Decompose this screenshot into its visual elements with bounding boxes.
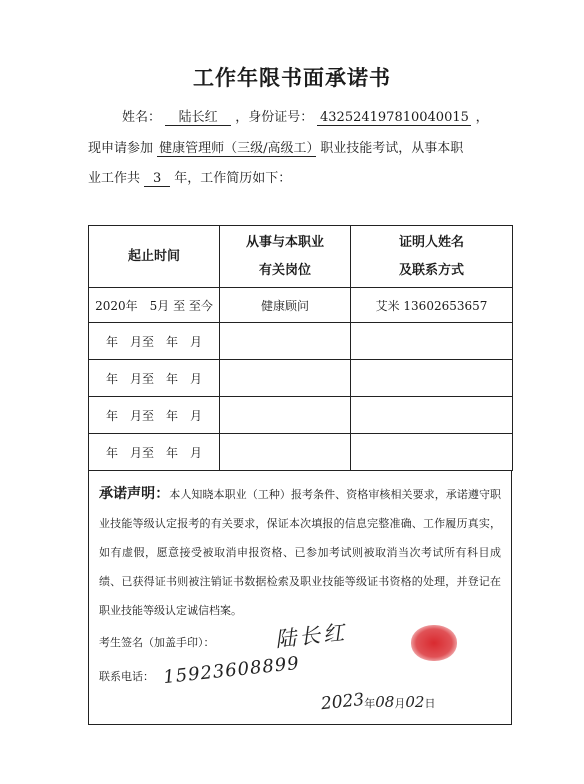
cell-reference (351, 434, 513, 471)
header-period: 起止时间 (89, 226, 220, 288)
signature-date (320, 689, 436, 715)
cell-reference (351, 323, 513, 360)
date-day-char: 日 (424, 697, 436, 710)
table-row (89, 397, 513, 434)
table-header-row (89, 226, 513, 288)
cell-position (220, 360, 351, 397)
cell-reference (351, 397, 513, 434)
table-row (89, 288, 513, 323)
cell-position (220, 323, 351, 360)
cell-reference (351, 360, 513, 397)
declaration (99, 480, 501, 625)
apply-suffix: 职业技能考试，从事本职 (320, 141, 464, 156)
exam-line (88, 137, 463, 157)
id-label: ，身份证号： (235, 110, 314, 125)
red-fingerprint-seal (411, 625, 457, 661)
handwritten-phone: 15923608899 (162, 652, 301, 689)
apply-prefix: 现申请参加 (88, 141, 154, 156)
cell-period: 年 月至 年 月 (89, 360, 220, 397)
declaration-label: 承诺声明： (99, 486, 170, 502)
date-month: 08 (375, 693, 395, 711)
handwritten-signature: 陆长红 (274, 620, 349, 652)
signature-label: 考生签名（加盖手印）： (99, 636, 215, 649)
header-reference: 证明人姓名 及联系方式 (351, 226, 513, 288)
date-day: 02 (405, 693, 425, 711)
cell-position (220, 434, 351, 471)
years-prefix: 业工作共 (88, 171, 141, 186)
date-year: 2023 (320, 689, 366, 715)
cell-period: 年 月至 年 月 (89, 434, 220, 471)
table-row (89, 434, 513, 471)
cell-period: 2020年 5月 至 至今 (89, 288, 220, 323)
cell-position (220, 397, 351, 434)
name-value: 陆长红 (165, 106, 231, 126)
date-year-char: 年 (364, 697, 376, 710)
phone-label: 联系电话： (99, 670, 154, 683)
document-title: 工作年限书面承诺书 (193, 66, 391, 90)
years-value: 3 (144, 171, 170, 187)
exam-value: 健康管理师（三级/高级工） (157, 137, 316, 157)
table-row (89, 360, 513, 397)
name-id-line (122, 106, 489, 126)
years-line (88, 167, 291, 187)
name-label: 姓名： (122, 110, 162, 125)
date-month-char: 月 (394, 697, 406, 710)
cell-period: 年 月至 年 月 (89, 397, 220, 434)
cell-period: 年 月至 年 月 (89, 323, 220, 360)
work-history-table (88, 225, 513, 471)
declaration-text: 本人知晓本职业（工种）报考条件、资格审核相关要求，承诺遵守职业技能等级认定报考的有关要求，保证本次填报的信息完整准确、工作履历真实，如有虚假，愿意接受被取消申报资格、已参加考试则被取消当次考试所有科目成绩、已获得证书则被注销证书数据检索及职业技能等级证书资格的处理，并登记在职业技能等级认定诚信档案。 (99, 488, 502, 617)
cell-reference: 艾米 13602653657 (351, 288, 513, 323)
table-row (89, 323, 513, 360)
header-position: 从事与本职业 有关岗位 (220, 226, 351, 288)
cell-position: 健康顾问 (220, 288, 351, 323)
years-suffix: 年，工作简历如下： (174, 171, 292, 186)
id-value: 432524197810040015 (317, 110, 471, 126)
id-tail: ， (475, 110, 489, 125)
declaration-box (88, 470, 512, 725)
